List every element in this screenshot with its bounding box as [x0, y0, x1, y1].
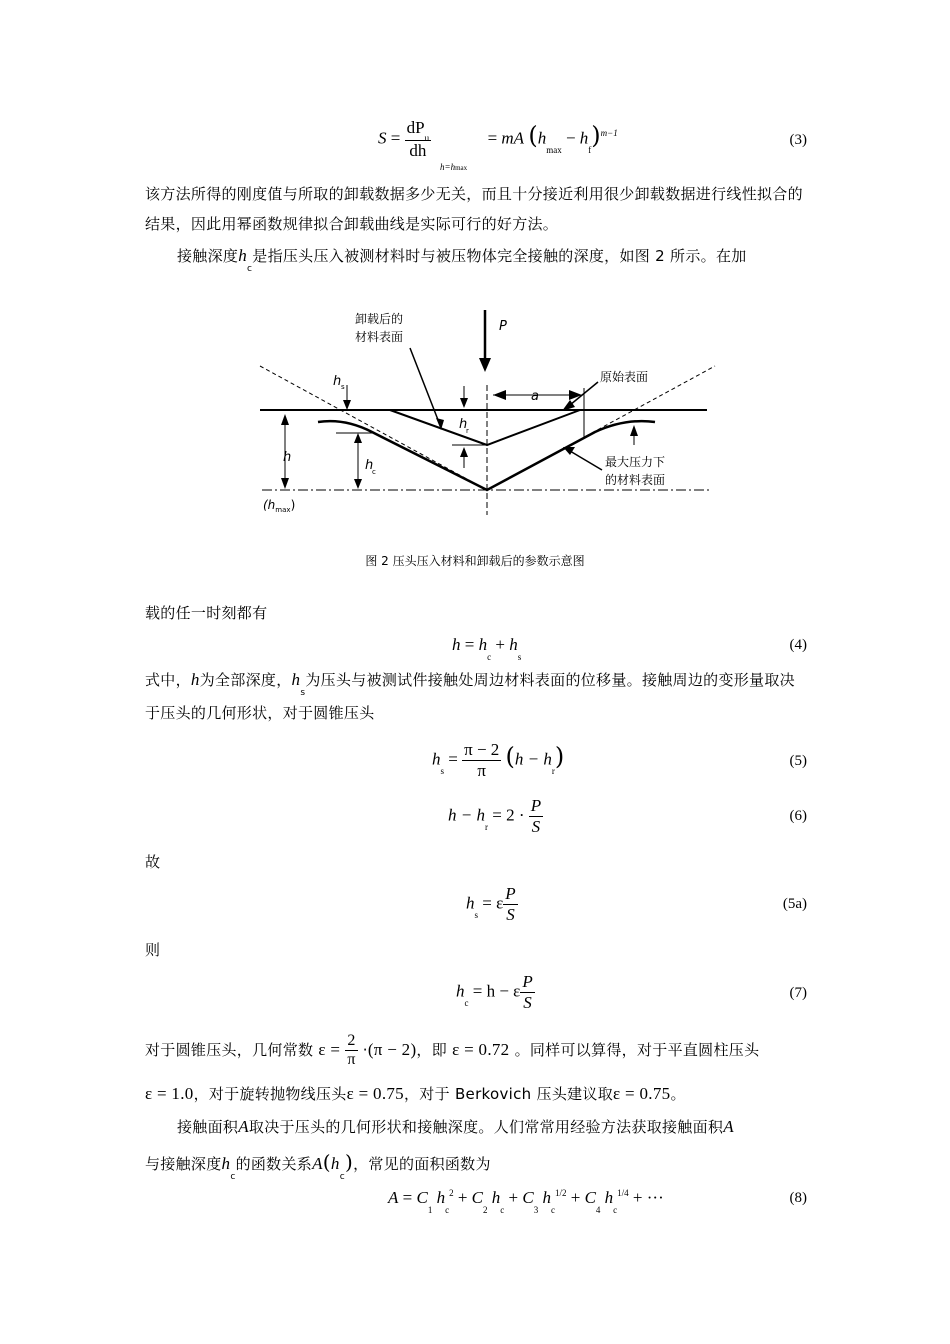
word-ze: 则 — [145, 941, 161, 959]
label-hc: h — [365, 458, 374, 473]
eq3-fraction: $\frac{dP_u}{dh}$ — [406, 118, 430, 160]
eq6-number: (6) — [789, 808, 807, 824]
paragraph-6: ε = 1.0，对于旋转抛物线压头ε = 0.75，对于 Berkovich 压头建议取ε = 0.75。 — [145, 1084, 686, 1103]
paragraph-1: 该方法所得的刚度值与所取的卸载数据多少无关，而且十分接近利用很少卸载数据进行线性拟合的结果，因此用幂函数规律拟合卸载曲线是实际可行的好方法。 — [145, 185, 803, 233]
label-unloaded-1: 卸载后的 — [355, 312, 404, 326]
label-h: h — [283, 450, 292, 465]
paragraph-7: 接触面积A取决于压头的几何形状和接触深度。人们常常用经验方法获取接触面积A — [177, 1117, 734, 1136]
label-hs-sub: s — [341, 383, 345, 391]
equation-5: $h_s$ = $\frac{\pi - 2}{\pi}$ $(h - h_r)$ — [432, 740, 565, 780]
label-hr: h — [459, 417, 468, 432]
figure-indentation-diagram — [0, 300, 950, 540]
equation-5a: $h_s = \varepsilon$ $\frac{P}{S}$ — [466, 884, 516, 924]
unloaded-surface — [390, 410, 580, 445]
label-maxload-1: 最大压力下 — [605, 455, 666, 469]
label-maxload-2: 的材料表面 — [605, 473, 666, 487]
eq7-number: (7) — [789, 985, 807, 1001]
eq3-lhs: S — [378, 128, 387, 148]
equation-7: $h_c = h - \varepsilon$ $\frac{P}{S}$ — [456, 972, 533, 1012]
eq3-condition: h=hmax — [440, 162, 468, 172]
label-hr-sub: r — [466, 427, 469, 435]
figure-caption: 图 2 压头压入材料和卸载后的参数示意图 — [365, 554, 585, 568]
eq4-number: (4) — [789, 637, 807, 653]
eq5a-number: (5a) — [782, 896, 807, 912]
eq5-number: (5) — [789, 753, 807, 769]
paragraph-8: 与接触深度$h_c$的函数关系$A(h_c)$，常见的面积函数为 — [145, 1150, 491, 1182]
word-gu: 故 — [145, 853, 161, 871]
equation-8: $A = C_1$ $h_c^2 + C_2$ $h_c + C_3$ $h_c^{1/2} + C_4$ $h_c^{1/4}$ + ··· — [388, 1188, 664, 1215]
label-a: a — [531, 389, 539, 404]
eq8-number: (8) — [789, 1190, 807, 1206]
equation-6: $h - h_r = 2$ · $\frac{P}{S}$ — [448, 796, 542, 836]
label-hc-sub: c — [372, 468, 376, 476]
label-hs: h — [333, 374, 342, 389]
label-original-surface: 原始表面 — [600, 370, 649, 384]
eq3-number: (3) — [789, 132, 807, 148]
equation-4: $h = h_c + h_s$ — [452, 635, 522, 662]
paragraph-5: 对于圆锥压头，几何常数 ε = $\frac{2}{\pi}$ ·(π − 2)，即 ε = 0.72 。同样可以算得，对于平直圆柱压头 — [145, 1032, 760, 1068]
label-P: P — [499, 319, 507, 334]
paragraph-3: 载的任一时刻都有 — [145, 604, 268, 622]
label-hmax: $(h_{max})$ — [263, 498, 296, 514]
paragraph-4: 式中，h为全部深度，$h_s$为压头与被测试件接触处周边材料表面的位移量。接触周边的变形量取决于压头的几何形状，对于圆锥压头 — [145, 670, 795, 722]
paragraph-2: 接触深度$h_c$是指压头压入被测材料时与被压物体完全接触的深度，如图 2 所示。在加 — [177, 246, 747, 274]
label-unloaded-2: 材料表面 — [355, 330, 404, 344]
equation-3: S = $\frac{dP_u}{dh}$ = mA $(h_{max} - h_f)^{m-1}$ — [378, 118, 618, 160]
